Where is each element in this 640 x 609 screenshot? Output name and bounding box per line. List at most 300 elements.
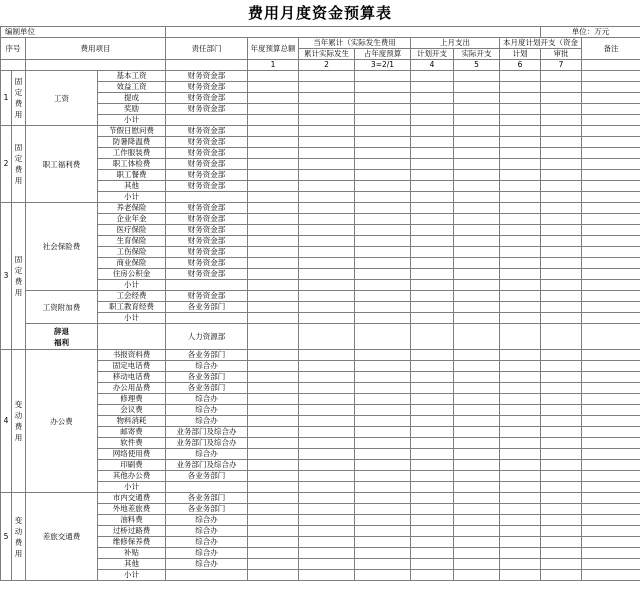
budget-cell[interactable] xyxy=(411,324,454,350)
budget-cell[interactable] xyxy=(355,236,411,247)
budget-cell[interactable] xyxy=(500,570,541,581)
budget-cell[interactable] xyxy=(541,350,582,361)
budget-cell[interactable] xyxy=(355,559,411,570)
budget-cell[interactable] xyxy=(500,449,541,460)
budget-cell[interactable] xyxy=(582,137,640,148)
budget-cell[interactable] xyxy=(541,170,582,181)
budget-cell[interactable] xyxy=(500,313,541,324)
budget-cell[interactable] xyxy=(454,302,500,313)
budget-cell[interactable] xyxy=(500,526,541,537)
budget-cell[interactable] xyxy=(500,93,541,104)
budget-cell[interactable] xyxy=(454,115,500,126)
budget-cell[interactable] xyxy=(454,482,500,493)
budget-cell[interactable] xyxy=(454,203,500,214)
budget-cell[interactable] xyxy=(454,350,500,361)
budget-cell[interactable] xyxy=(454,449,500,460)
budget-cell[interactable] xyxy=(411,258,454,269)
budget-cell[interactable] xyxy=(500,504,541,515)
budget-cell[interactable] xyxy=(355,269,411,280)
budget-cell[interactable] xyxy=(454,383,500,394)
budget-cell[interactable] xyxy=(582,258,640,269)
budget-cell[interactable] xyxy=(454,82,500,93)
budget-cell[interactable] xyxy=(248,515,299,526)
budget-cell[interactable] xyxy=(454,313,500,324)
budget-cell[interactable] xyxy=(248,291,299,302)
budget-cell[interactable] xyxy=(454,515,500,526)
budget-cell[interactable] xyxy=(248,438,299,449)
budget-cell[interactable] xyxy=(500,515,541,526)
budget-cell[interactable] xyxy=(582,570,640,581)
budget-cell[interactable] xyxy=(541,93,582,104)
budget-cell[interactable] xyxy=(355,361,411,372)
budget-cell[interactable] xyxy=(411,548,454,559)
budget-cell[interactable] xyxy=(248,361,299,372)
budget-cell[interactable] xyxy=(299,394,355,405)
budget-cell[interactable] xyxy=(541,438,582,449)
budget-cell[interactable] xyxy=(500,126,541,137)
budget-cell[interactable] xyxy=(541,137,582,148)
budget-cell[interactable] xyxy=(541,504,582,515)
budget-cell[interactable] xyxy=(454,570,500,581)
budget-cell[interactable] xyxy=(355,82,411,93)
budget-cell[interactable] xyxy=(355,438,411,449)
budget-cell[interactable] xyxy=(541,405,582,416)
budget-cell[interactable] xyxy=(355,148,411,159)
budget-cell[interactable] xyxy=(582,181,640,192)
budget-cell[interactable] xyxy=(582,427,640,438)
budget-cell[interactable] xyxy=(500,214,541,225)
budget-cell[interactable] xyxy=(411,482,454,493)
budget-cell[interactable] xyxy=(500,394,541,405)
budget-cell[interactable] xyxy=(582,526,640,537)
budget-cell[interactable] xyxy=(541,570,582,581)
budget-cell[interactable] xyxy=(541,427,582,438)
budget-cell[interactable] xyxy=(541,515,582,526)
budget-cell[interactable] xyxy=(411,383,454,394)
budget-cell[interactable] xyxy=(355,515,411,526)
budget-cell[interactable] xyxy=(299,159,355,170)
budget-cell[interactable] xyxy=(541,181,582,192)
budget-cell[interactable] xyxy=(299,405,355,416)
budget-cell[interactable] xyxy=(541,82,582,93)
budget-cell[interactable] xyxy=(248,159,299,170)
budget-cell[interactable] xyxy=(582,214,640,225)
budget-cell[interactable] xyxy=(248,115,299,126)
budget-cell[interactable] xyxy=(411,170,454,181)
budget-cell[interactable] xyxy=(299,350,355,361)
budget-cell[interactable] xyxy=(411,126,454,137)
budget-cell[interactable] xyxy=(411,394,454,405)
budget-cell[interactable] xyxy=(299,427,355,438)
budget-cell[interactable] xyxy=(582,148,640,159)
budget-cell[interactable] xyxy=(541,71,582,82)
budget-cell[interactable] xyxy=(500,416,541,427)
budget-cell[interactable] xyxy=(411,269,454,280)
budget-cell[interactable] xyxy=(355,291,411,302)
budget-cell[interactable] xyxy=(454,71,500,82)
budget-cell[interactable] xyxy=(299,203,355,214)
budget-cell[interactable] xyxy=(582,361,640,372)
budget-cell[interactable] xyxy=(582,383,640,394)
budget-cell[interactable] xyxy=(454,416,500,427)
budget-cell[interactable] xyxy=(299,170,355,181)
budget-cell[interactable] xyxy=(454,427,500,438)
budget-cell[interactable] xyxy=(299,460,355,471)
budget-cell[interactable] xyxy=(541,460,582,471)
budget-cell[interactable] xyxy=(299,291,355,302)
budget-cell[interactable] xyxy=(411,159,454,170)
budget-cell[interactable] xyxy=(411,192,454,203)
budget-cell[interactable] xyxy=(299,137,355,148)
budget-cell[interactable] xyxy=(299,372,355,383)
budget-cell[interactable] xyxy=(299,71,355,82)
budget-cell[interactable] xyxy=(248,559,299,570)
budget-cell[interactable] xyxy=(299,93,355,104)
budget-cell[interactable] xyxy=(454,247,500,258)
budget-cell[interactable] xyxy=(299,324,355,350)
budget-cell[interactable] xyxy=(299,537,355,548)
budget-cell[interactable] xyxy=(299,104,355,115)
budget-cell[interactable] xyxy=(411,203,454,214)
budget-cell[interactable] xyxy=(500,350,541,361)
budget-cell[interactable] xyxy=(541,236,582,247)
budget-cell[interactable] xyxy=(411,82,454,93)
budget-cell[interactable] xyxy=(454,394,500,405)
budget-cell[interactable] xyxy=(500,104,541,115)
budget-cell[interactable] xyxy=(582,126,640,137)
budget-cell[interactable] xyxy=(500,438,541,449)
budget-cell[interactable] xyxy=(500,225,541,236)
budget-cell[interactable] xyxy=(582,93,640,104)
budget-cell[interactable] xyxy=(299,280,355,291)
budget-cell[interactable] xyxy=(500,493,541,504)
budget-cell[interactable] xyxy=(582,247,640,258)
budget-cell[interactable] xyxy=(248,460,299,471)
budget-cell[interactable] xyxy=(411,405,454,416)
budget-cell[interactable] xyxy=(454,559,500,570)
budget-cell[interactable] xyxy=(500,170,541,181)
budget-cell[interactable] xyxy=(582,236,640,247)
budget-cell[interactable] xyxy=(355,460,411,471)
budget-cell[interactable] xyxy=(500,324,541,350)
budget-cell[interactable] xyxy=(299,361,355,372)
budget-cell[interactable] xyxy=(500,280,541,291)
budget-cell[interactable] xyxy=(454,93,500,104)
budget-cell[interactable] xyxy=(299,126,355,137)
budget-cell[interactable] xyxy=(355,170,411,181)
budget-cell[interactable] xyxy=(582,302,640,313)
budget-cell[interactable] xyxy=(582,280,640,291)
budget-cell[interactable] xyxy=(248,126,299,137)
budget-cell[interactable] xyxy=(454,192,500,203)
budget-cell[interactable] xyxy=(500,258,541,269)
budget-cell[interactable] xyxy=(582,192,640,203)
budget-cell[interactable] xyxy=(454,181,500,192)
budget-cell[interactable] xyxy=(411,104,454,115)
budget-cell[interactable] xyxy=(500,548,541,559)
budget-cell[interactable] xyxy=(541,383,582,394)
budget-cell[interactable] xyxy=(355,324,411,350)
budget-cell[interactable] xyxy=(299,548,355,559)
budget-cell[interactable] xyxy=(454,170,500,181)
budget-cell[interactable] xyxy=(500,427,541,438)
budget-cell[interactable] xyxy=(541,214,582,225)
budget-cell[interactable] xyxy=(582,324,640,350)
budget-cell[interactable] xyxy=(582,350,640,361)
budget-cell[interactable] xyxy=(454,126,500,137)
budget-cell[interactable] xyxy=(299,236,355,247)
budget-cell[interactable] xyxy=(541,192,582,203)
budget-cell[interactable] xyxy=(411,504,454,515)
budget-cell[interactable] xyxy=(582,405,640,416)
budget-cell[interactable] xyxy=(248,504,299,515)
budget-cell[interactable] xyxy=(248,203,299,214)
budget-cell[interactable] xyxy=(500,471,541,482)
budget-cell[interactable] xyxy=(582,449,640,460)
budget-cell[interactable] xyxy=(500,482,541,493)
budget-cell[interactable] xyxy=(299,192,355,203)
budget-cell[interactable] xyxy=(582,515,640,526)
budget-cell[interactable] xyxy=(248,537,299,548)
budget-cell[interactable] xyxy=(248,247,299,258)
budget-cell[interactable] xyxy=(299,383,355,394)
budget-cell[interactable] xyxy=(541,159,582,170)
budget-cell[interactable] xyxy=(541,104,582,115)
budget-cell[interactable] xyxy=(299,526,355,537)
budget-cell[interactable] xyxy=(248,225,299,236)
budget-cell[interactable] xyxy=(500,115,541,126)
budget-cell[interactable] xyxy=(541,280,582,291)
budget-cell[interactable] xyxy=(411,236,454,247)
budget-cell[interactable] xyxy=(299,438,355,449)
budget-cell[interactable] xyxy=(411,115,454,126)
budget-cell[interactable] xyxy=(248,214,299,225)
budget-cell[interactable] xyxy=(299,214,355,225)
budget-cell[interactable] xyxy=(411,570,454,581)
budget-cell[interactable] xyxy=(541,126,582,137)
budget-cell[interactable] xyxy=(541,526,582,537)
budget-cell[interactable] xyxy=(248,148,299,159)
budget-cell[interactable] xyxy=(582,372,640,383)
budget-cell[interactable] xyxy=(299,504,355,515)
budget-cell[interactable] xyxy=(355,302,411,313)
budget-cell[interactable] xyxy=(411,537,454,548)
budget-cell[interactable] xyxy=(355,570,411,581)
budget-cell[interactable] xyxy=(541,493,582,504)
budget-cell[interactable] xyxy=(500,192,541,203)
budget-cell[interactable] xyxy=(299,269,355,280)
budget-cell[interactable] xyxy=(355,350,411,361)
budget-cell[interactable] xyxy=(299,482,355,493)
budget-cell[interactable] xyxy=(582,460,640,471)
budget-cell[interactable] xyxy=(248,313,299,324)
budget-cell[interactable] xyxy=(411,71,454,82)
budget-cell[interactable] xyxy=(582,203,640,214)
budget-cell[interactable] xyxy=(355,93,411,104)
budget-cell[interactable] xyxy=(248,405,299,416)
budget-cell[interactable] xyxy=(299,181,355,192)
budget-cell[interactable] xyxy=(454,537,500,548)
budget-cell[interactable] xyxy=(248,82,299,93)
budget-cell[interactable] xyxy=(248,372,299,383)
budget-cell[interactable] xyxy=(355,258,411,269)
budget-cell[interactable] xyxy=(355,537,411,548)
budget-cell[interactable] xyxy=(454,460,500,471)
budget-cell[interactable] xyxy=(248,170,299,181)
budget-cell[interactable] xyxy=(500,159,541,170)
budget-cell[interactable] xyxy=(541,269,582,280)
budget-cell[interactable] xyxy=(582,170,640,181)
budget-cell[interactable] xyxy=(541,203,582,214)
budget-cell[interactable] xyxy=(500,291,541,302)
budget-cell[interactable] xyxy=(299,148,355,159)
budget-cell[interactable] xyxy=(582,71,640,82)
budget-cell[interactable] xyxy=(541,416,582,427)
budget-cell[interactable] xyxy=(248,302,299,313)
budget-cell[interactable] xyxy=(541,302,582,313)
budget-cell[interactable] xyxy=(454,372,500,383)
budget-cell[interactable] xyxy=(500,82,541,93)
budget-cell[interactable] xyxy=(454,159,500,170)
budget-cell[interactable] xyxy=(500,181,541,192)
budget-cell[interactable] xyxy=(582,493,640,504)
budget-cell[interactable] xyxy=(248,482,299,493)
budget-cell[interactable] xyxy=(299,302,355,313)
budget-cell[interactable] xyxy=(248,258,299,269)
budget-cell[interactable] xyxy=(454,493,500,504)
budget-cell[interactable] xyxy=(582,559,640,570)
budget-cell[interactable] xyxy=(248,280,299,291)
budget-cell[interactable] xyxy=(541,291,582,302)
budget-cell[interactable] xyxy=(355,383,411,394)
budget-cell[interactable] xyxy=(355,280,411,291)
budget-cell[interactable] xyxy=(411,247,454,258)
budget-cell[interactable] xyxy=(454,438,500,449)
budget-cell[interactable] xyxy=(454,280,500,291)
budget-cell[interactable] xyxy=(541,324,582,350)
budget-cell[interactable] xyxy=(500,460,541,471)
budget-cell[interactable] xyxy=(500,405,541,416)
budget-cell[interactable] xyxy=(248,493,299,504)
budget-cell[interactable] xyxy=(500,247,541,258)
budget-cell[interactable] xyxy=(500,269,541,280)
budget-cell[interactable] xyxy=(582,504,640,515)
budget-cell[interactable] xyxy=(411,148,454,159)
budget-cell[interactable] xyxy=(411,438,454,449)
budget-cell[interactable] xyxy=(454,471,500,482)
budget-cell[interactable] xyxy=(411,471,454,482)
budget-cell[interactable] xyxy=(582,548,640,559)
budget-cell[interactable] xyxy=(248,137,299,148)
budget-cell[interactable] xyxy=(411,449,454,460)
budget-cell[interactable] xyxy=(248,383,299,394)
budget-cell[interactable] xyxy=(248,394,299,405)
budget-cell[interactable] xyxy=(411,93,454,104)
budget-cell[interactable] xyxy=(500,559,541,570)
budget-cell[interactable] xyxy=(411,372,454,383)
budget-cell[interactable] xyxy=(355,159,411,170)
budget-cell[interactable] xyxy=(248,104,299,115)
budget-cell[interactable] xyxy=(582,159,640,170)
budget-cell[interactable] xyxy=(454,324,500,350)
budget-cell[interactable] xyxy=(541,313,582,324)
budget-cell[interactable] xyxy=(411,291,454,302)
budget-cell[interactable] xyxy=(355,427,411,438)
budget-cell[interactable] xyxy=(299,82,355,93)
budget-cell[interactable] xyxy=(541,559,582,570)
budget-cell[interactable] xyxy=(541,471,582,482)
budget-cell[interactable] xyxy=(541,247,582,258)
budget-cell[interactable] xyxy=(411,515,454,526)
budget-cell[interactable] xyxy=(454,214,500,225)
budget-cell[interactable] xyxy=(541,449,582,460)
budget-cell[interactable] xyxy=(541,225,582,236)
budget-cell[interactable] xyxy=(248,570,299,581)
budget-cell[interactable] xyxy=(500,372,541,383)
budget-cell[interactable] xyxy=(299,115,355,126)
budget-cell[interactable] xyxy=(454,361,500,372)
budget-cell[interactable] xyxy=(248,427,299,438)
budget-cell[interactable] xyxy=(355,548,411,559)
budget-cell[interactable] xyxy=(582,394,640,405)
budget-cell[interactable] xyxy=(541,394,582,405)
budget-cell[interactable] xyxy=(355,71,411,82)
budget-cell[interactable] xyxy=(248,269,299,280)
budget-cell[interactable] xyxy=(411,313,454,324)
budget-cell[interactable] xyxy=(454,269,500,280)
budget-cell[interactable] xyxy=(582,269,640,280)
budget-cell[interactable] xyxy=(355,181,411,192)
budget-cell[interactable] xyxy=(248,548,299,559)
budget-cell[interactable] xyxy=(411,214,454,225)
budget-cell[interactable] xyxy=(541,115,582,126)
budget-cell[interactable] xyxy=(454,258,500,269)
budget-cell[interactable] xyxy=(582,416,640,427)
budget-cell[interactable] xyxy=(500,71,541,82)
budget-cell[interactable] xyxy=(355,504,411,515)
budget-cell[interactable] xyxy=(582,115,640,126)
budget-cell[interactable] xyxy=(299,515,355,526)
budget-cell[interactable] xyxy=(299,247,355,258)
budget-cell[interactable] xyxy=(500,137,541,148)
budget-cell[interactable] xyxy=(454,291,500,302)
budget-cell[interactable] xyxy=(355,313,411,324)
budget-cell[interactable] xyxy=(355,192,411,203)
budget-cell[interactable] xyxy=(355,405,411,416)
budget-cell[interactable] xyxy=(582,291,640,302)
budget-cell[interactable] xyxy=(355,104,411,115)
budget-cell[interactable] xyxy=(582,537,640,548)
budget-cell[interactable] xyxy=(355,137,411,148)
budget-cell[interactable] xyxy=(299,313,355,324)
budget-cell[interactable] xyxy=(355,449,411,460)
budget-cell[interactable] xyxy=(500,537,541,548)
budget-cell[interactable] xyxy=(454,504,500,515)
budget-cell[interactable] xyxy=(355,372,411,383)
budget-cell[interactable] xyxy=(582,471,640,482)
budget-cell[interactable] xyxy=(454,526,500,537)
budget-cell[interactable] xyxy=(500,383,541,394)
budget-cell[interactable] xyxy=(500,302,541,313)
budget-cell[interactable] xyxy=(299,449,355,460)
budget-cell[interactable] xyxy=(411,137,454,148)
budget-cell[interactable] xyxy=(355,471,411,482)
budget-cell[interactable] xyxy=(355,214,411,225)
budget-cell[interactable] xyxy=(355,482,411,493)
budget-cell[interactable] xyxy=(500,148,541,159)
budget-cell[interactable] xyxy=(541,372,582,383)
budget-cell[interactable] xyxy=(248,526,299,537)
